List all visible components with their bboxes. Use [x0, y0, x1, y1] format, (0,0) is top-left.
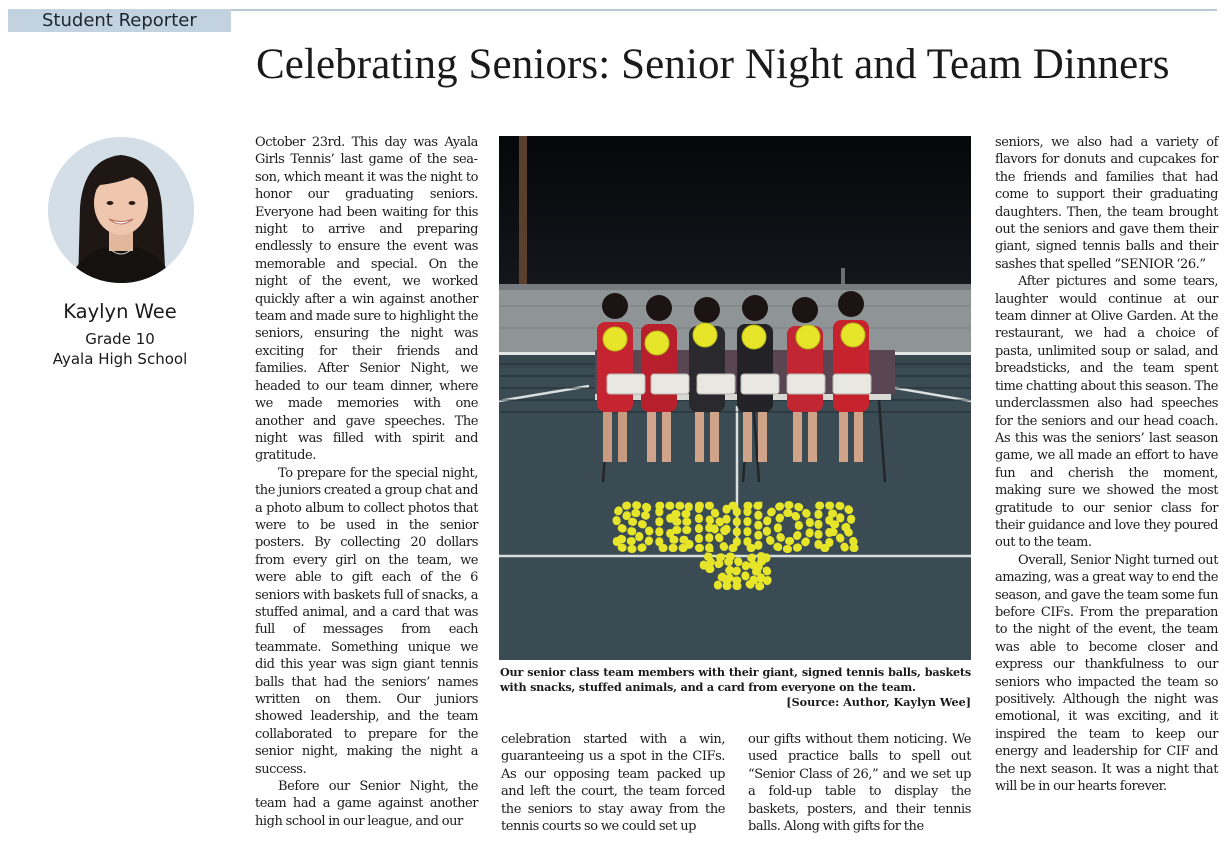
article-paragraph: To prepare for the special night, the juniors created a group chat and a photo album to collect photos that were to be used in the senior posters. By collecting 20 dollars from every girl on the team, we were able to gift each of the 6 seniors with baskets full of snacks, a stuffed animal, and a card that was full of messages from each teammate. Something unique we did this year was sign giant tennis balls that had the seniors’ names written on them. Our juniors showed leadership, and the team collaborated to prepare for the senior night, making the night a success. — [255, 465, 478, 777]
article-column-4 — [995, 134, 1218, 795]
article-paragraph: our gifts without them noticing. We used practice balls to spell out “Senior Class of 26,” and we set up a fold-up table to display the baskets, posters, and their tennis balls. Along with gifts for the — [748, 732, 971, 835]
headline: Celebrating Seniors: Senior Night and Team Dinners — [256, 41, 1170, 88]
article-paragraph: Before our Senior Night, the team had a game against another high school in our league, and our — [255, 779, 478, 829]
photo-source: [Source: Author, Kaylyn Wee] — [786, 695, 971, 709]
article-column-1 — [255, 134, 478, 830]
ball-text-senior: SENIOR — [612, 494, 858, 562]
ball-text-26: ‘26 — [699, 550, 771, 596]
article-column-3 — [748, 731, 971, 835]
team-photo — [499, 136, 971, 660]
author-school: Ayala High School — [52, 350, 188, 368]
article-paragraph: October 23rd. This day was Ayala Girls Tennis’ last game of the season, which meant it was the night to honor our graduating seniors. Everyone had been waiting for this night to arrive and preparing endlessly to ensure the event was memorable and special. On the night of the event, we worked quickly after a win against another team and made sure to highlight the seniors, ensuring the night was exciting for their friends and families. After Senior Night, we headed to our team dinner, where we made memories with one another and gave speeches. The night was filled with spirit and gratitude. — [255, 135, 478, 464]
article-paragraph: seniors, we also had a variety of flavors for donuts and cupcakes for the friends and families that had come to support their graduating daughters. Then, the team brought out the seniors and gave them their giant, signed tennis balls and their sashes that spelled “SENIOR ‘26.” — [995, 135, 1218, 272]
author-grade: Grade 10 — [85, 330, 155, 348]
article-paragraph: Overall, Senior Night turned out amazing, was a great way to end the season, and gave the team some fun before CIFs. From the preparation to the night of the event, the team was able to become closer and express our thankfulness to our seniors who impacted the team so positively. Although the night was emotional, it was exciting, and it inspired the team to keep our energy and leadership for CIF and the next season. It was a night that will be in our hearts forever. — [995, 552, 1218, 795]
author-avatar — [48, 137, 194, 283]
header-rule — [231, 9, 1217, 11]
author-name: Kaylyn Wee — [63, 300, 177, 323]
section-label: Student Reporter — [8, 9, 231, 32]
article-paragraph: celebration started with a win, guaranteeing us a spot in the CIFs. As our opposing team packed up and left the court, the team forced the seniors to stay away from the tennis courts so we could set up — [501, 732, 725, 835]
photo-caption: Our senior class team members with their giant, signed tennis balls, baskets with snacks, stuffed animals, and a card from everyone on the team. — [500, 665, 971, 694]
article-column-2 — [501, 731, 725, 835]
article-paragraph: After pictures and some tears, laughter would continue at our team dinner at Olive Garden. At the restaurant, we had a choice of pasta, unlimited soup or salad, and breadsticks, and the team spent time chatting about this season. The underclassmen also had speeches for the seniors and our head coach. As this was the seniors’ last season game, we all made an effort to have fun and cherish the moment, making sure we showed the most gratitude to our senior class for their guidance and love they poured out to the team. — [995, 274, 1218, 551]
